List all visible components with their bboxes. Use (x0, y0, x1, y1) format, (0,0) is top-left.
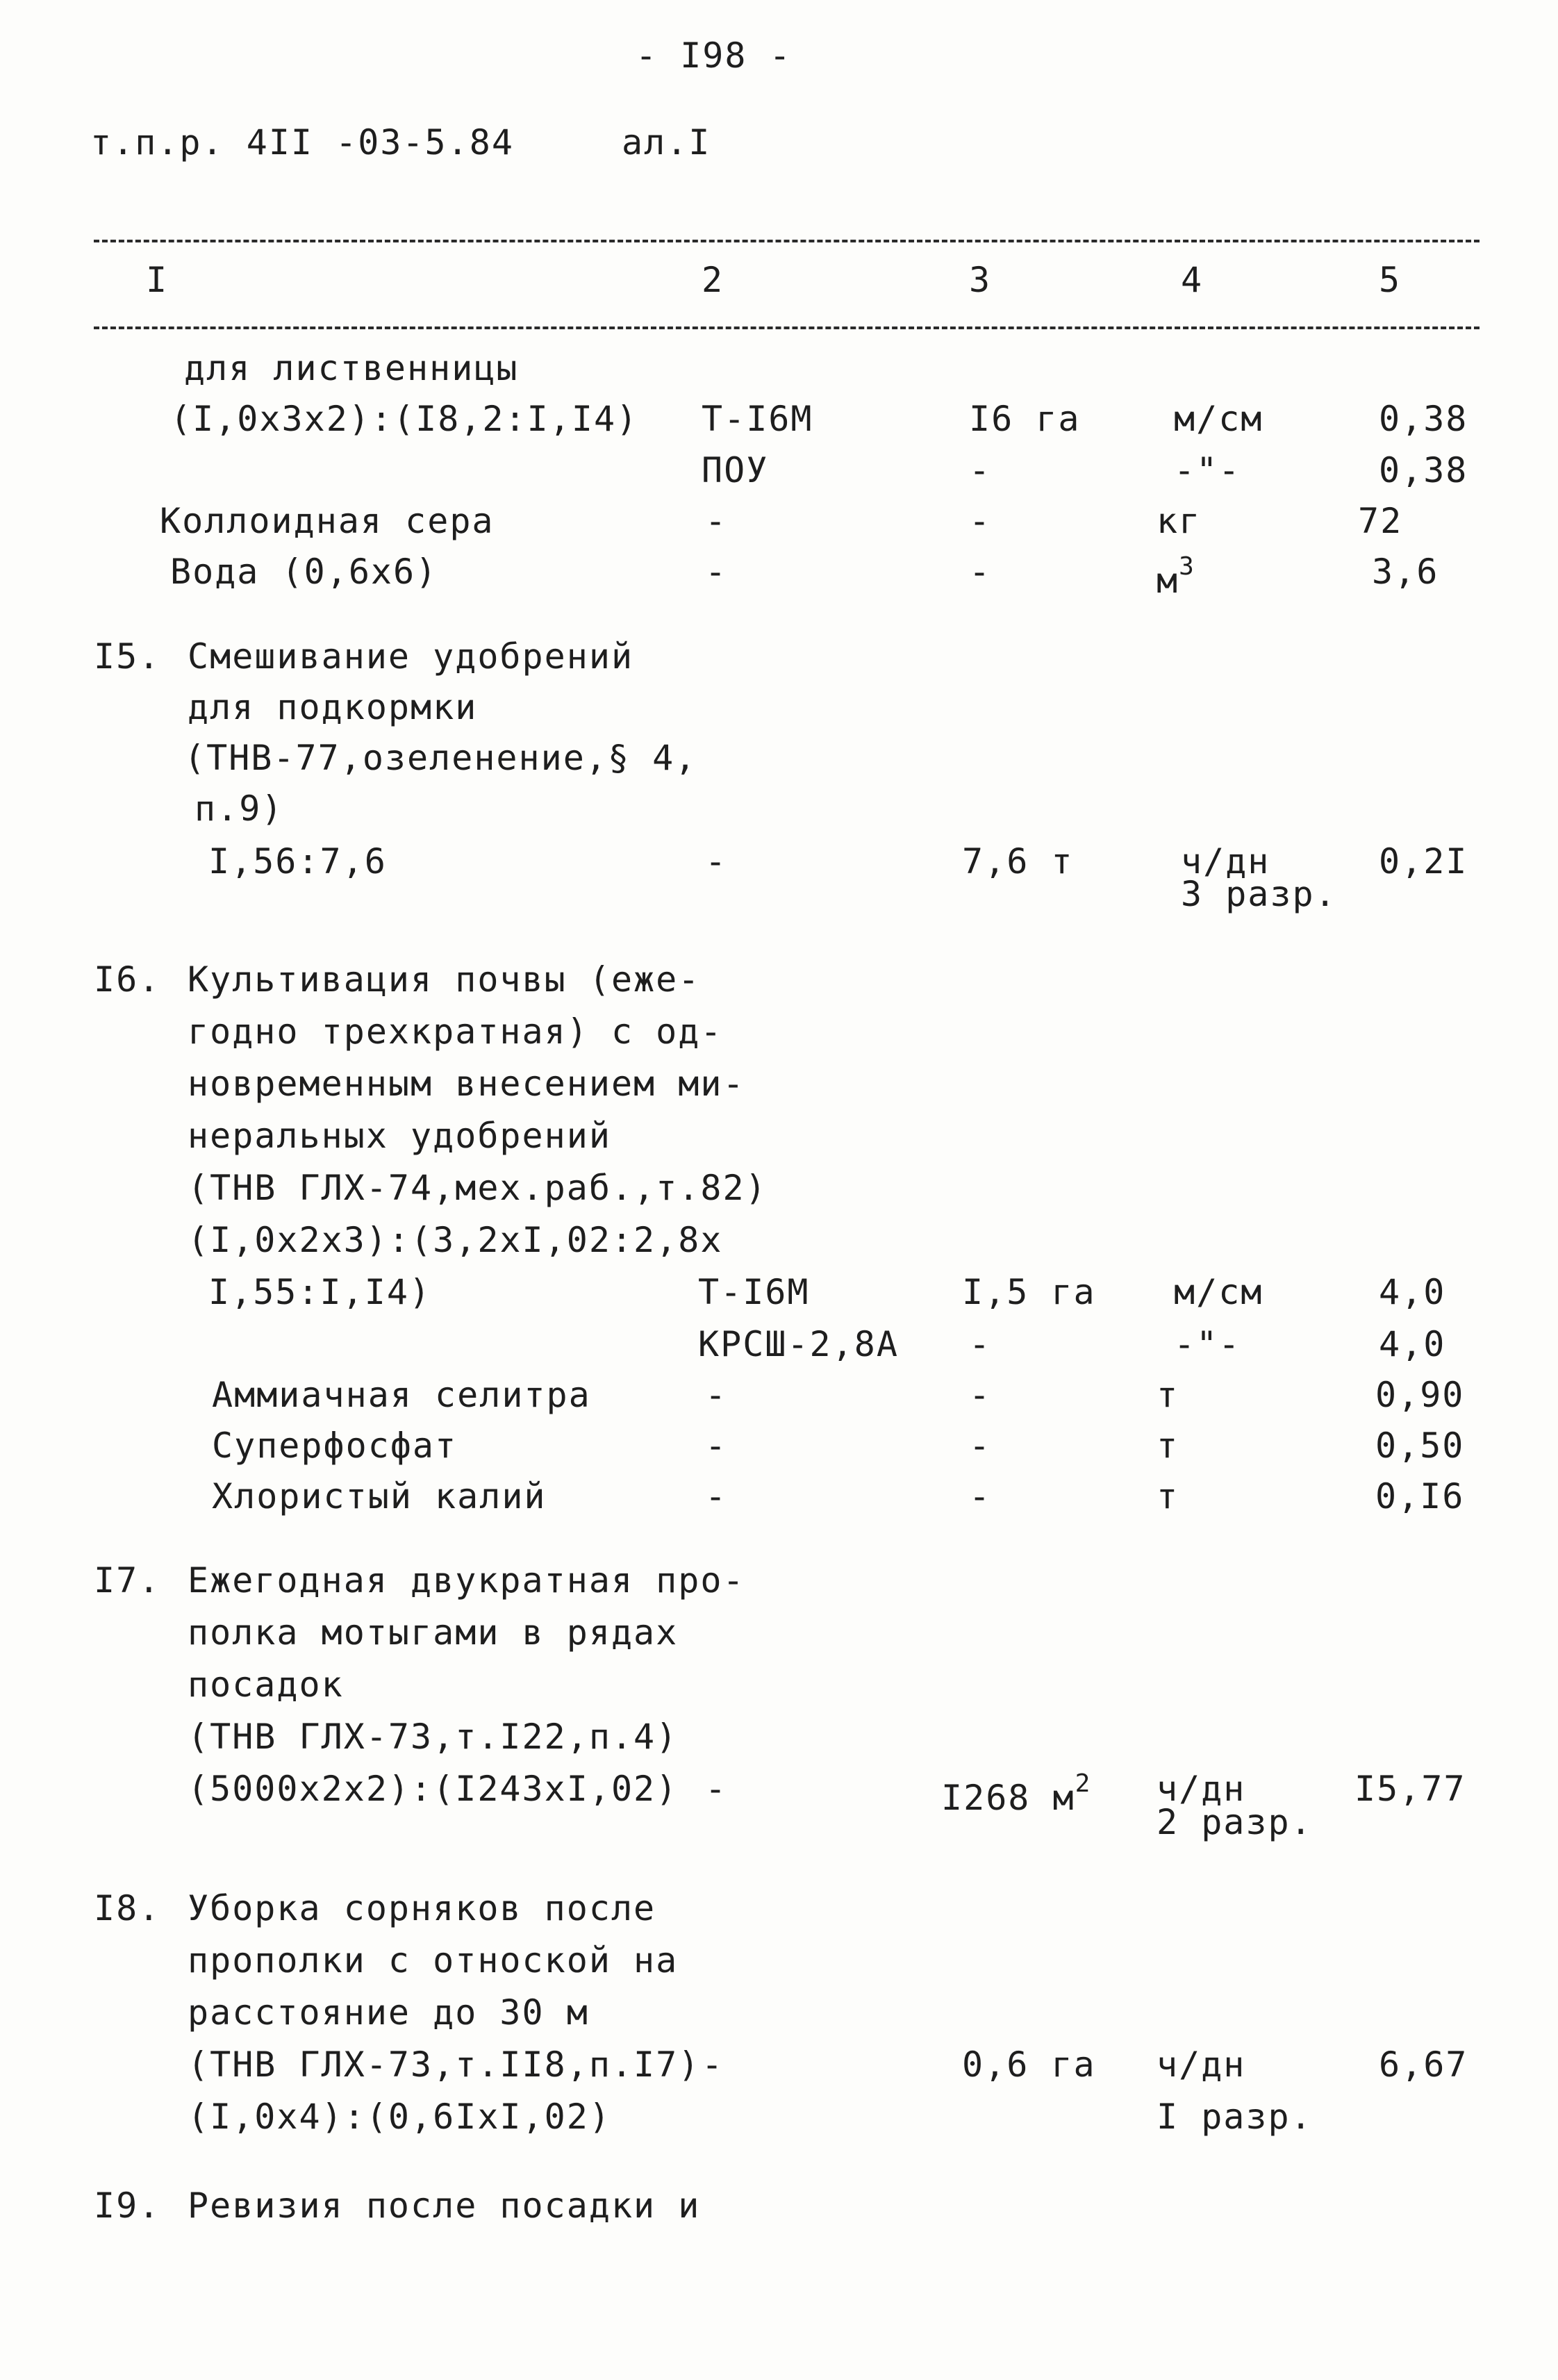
item17-line5: (5000x2x2):(I243xI,02) (188, 1769, 679, 1809)
item16-line2: годно трехкратная) с од- (188, 1011, 723, 1052)
block-a-r2-machine: ПОУ (702, 450, 769, 490)
block-a-line1: для лиственницы (184, 348, 519, 388)
item17-machine: - (705, 1769, 728, 1809)
document-reference: т.п.р. 4II -03-5.84 (90, 122, 514, 163)
block-a-r3-value: 72 (1358, 501, 1403, 541)
column-header-3: 3 (969, 260, 992, 300)
item17-line1: Ежегодная двукратная про- (188, 1560, 745, 1601)
item15-number: I5. (94, 636, 161, 677)
block-a-r1-machine: Т-I6М (702, 399, 813, 439)
item18-line4: (ТНВ ГЛХ-73,т.II8,п.I7) (188, 2044, 701, 2085)
item16-r3-volume: - (969, 1375, 992, 1415)
item17-line3: посадок (188, 1664, 344, 1705)
item18-line3: расстояние до 30 м (188, 1992, 589, 2033)
block-a-line2: (I,0x3x2):(I8,2:I,I4) (170, 399, 639, 439)
item18-unit: ч/дн (1157, 2044, 1246, 2085)
column-header-1: I (146, 260, 169, 300)
block-a-r3-unit: кг (1157, 501, 1202, 541)
block-a-r4-value: 3,6 (1372, 552, 1439, 592)
item17-line2: полка мотыгами в рядах (188, 1612, 679, 1653)
block-a-r3-machine: - (705, 501, 728, 541)
block-a-r4-unit-base: м (1157, 561, 1179, 601)
item18-volume: 0,6 га (962, 2044, 1096, 2085)
item16-r5-unit: т (1157, 1476, 1179, 1517)
block-a-r4-volume: - (969, 552, 992, 592)
block-a-r4-unit (1157, 552, 1195, 601)
block-a-r2-value: 0,38 (1379, 450, 1468, 490)
item17-unit: ч/дн (1157, 1769, 1246, 1809)
item17-volume-superscript: 2 (1075, 1769, 1092, 1798)
item15-line1: Смешивание удобрений (188, 636, 634, 677)
item16-r4-value: 0,50 (1375, 1425, 1465, 1466)
block-a-r3-name: Коллоидная сера (160, 501, 495, 541)
block-a-r4-unit-superscript: 3 (1179, 552, 1195, 581)
item16-r1-unit: м/см (1174, 1272, 1263, 1312)
column-header-4: 4 (1181, 260, 1204, 300)
item16-r1-machine: Т-I6М (698, 1272, 810, 1312)
item19-number: I9. (94, 2185, 161, 2226)
item15-unit: ч/дн (1181, 841, 1270, 882)
item18-line5: (I,0x4):(0,6IxI,02) (188, 2097, 611, 2137)
item16-number: I6. (94, 959, 161, 1000)
item15-volume: 7,6 т (962, 841, 1074, 882)
item18-number: I8. (94, 1888, 161, 1928)
item16-line1: Культивация почвы (еже- (188, 959, 701, 1000)
item16-r3-machine: - (705, 1375, 728, 1415)
item16-r4-machine: - (705, 1425, 728, 1466)
item16-r3-value: 0,90 (1375, 1375, 1465, 1415)
item16-line6: (I,0x2x3):(3,2xI,02:2,8x (188, 1220, 723, 1260)
item16-line7: I,55:I,I4) (208, 1272, 432, 1312)
item16-r4-name: Суперфосфат (212, 1425, 458, 1466)
block-a-r4-name: Вода (0,6x6) (170, 552, 438, 592)
item16-r2-value: 4,0 (1379, 1324, 1446, 1364)
block-a-r3-volume: - (969, 501, 992, 541)
item17-grade: 2 разр. (1157, 1802, 1313, 1842)
item15-line4: п.9) (194, 788, 284, 829)
block-a-r4-machine: - (705, 552, 728, 592)
item19-line1: Ревизия после посадки и (188, 2185, 701, 2226)
item16-r3-name: Аммиачная селитра (212, 1375, 591, 1415)
block-a-r2-unit: -"- (1174, 450, 1241, 490)
item18-grade: I разр. (1157, 2097, 1313, 2137)
item17-number: I7. (94, 1560, 161, 1601)
item16-r5-name: Хлористый калий (212, 1476, 547, 1517)
column-header-2: 2 (702, 260, 724, 300)
album-label: ал.I (622, 122, 711, 163)
block-a-r1-unit: м/см (1174, 399, 1263, 439)
table-header-rule (94, 327, 1480, 329)
item16-r2-volume: - (969, 1324, 992, 1364)
item16-line4: неральных удобрений (188, 1116, 611, 1156)
item17-line4: (ТНВ ГЛХ-73,т.I22,п.4) (188, 1717, 679, 1757)
item16-r4-unit: т (1157, 1425, 1179, 1466)
table-top-rule (94, 240, 1480, 242)
item16-r5-value: 0,I6 (1375, 1476, 1465, 1517)
item18-line2: прополки с отноской на (188, 1940, 679, 1981)
item15-line5: I,56:7,6 (208, 841, 387, 882)
item16-r1-volume: I,5 га (962, 1272, 1096, 1312)
block-a-r2-volume: - (969, 450, 992, 490)
item18-line1: Уборка сорняков после (188, 1888, 656, 1928)
item16-line3: новременным внесением ми- (188, 1064, 745, 1104)
item16-r1-value: 4,0 (1379, 1272, 1446, 1312)
item16-r2-machine: КРСШ-2,8А (698, 1324, 899, 1364)
item16-r5-volume: - (969, 1476, 992, 1517)
item16-line5: (ТНВ ГЛХ-74,мех.раб.,т.82) (188, 1168, 768, 1208)
item15-line3: (ТНВ-77,озеленение,§ 4, (184, 738, 697, 778)
item17-volume-base: I268 м (941, 1778, 1075, 1818)
item16-r5-machine: - (705, 1476, 728, 1517)
block-a-r1-volume: I6 га (969, 399, 1081, 439)
item16-r4-volume: - (969, 1425, 992, 1466)
item18-machine: - (702, 2044, 724, 2085)
item18-value: 6,67 (1379, 2044, 1468, 2085)
item17-volume (941, 1769, 1092, 1818)
item15-grade: 3 разр. (1181, 874, 1337, 914)
item16-r3-unit: т (1157, 1375, 1179, 1415)
item15-value: 0,2I (1379, 841, 1468, 882)
item16-r2-unit: -"- (1174, 1324, 1241, 1364)
page-number: - I98 - (636, 35, 792, 76)
item15-line2: для подкормки (188, 687, 478, 727)
item15-machine: - (705, 841, 728, 882)
item17-value: I5,77 (1354, 1769, 1466, 1809)
column-header-5: 5 (1379, 260, 1402, 300)
block-a-r1-value: 0,38 (1379, 399, 1468, 439)
